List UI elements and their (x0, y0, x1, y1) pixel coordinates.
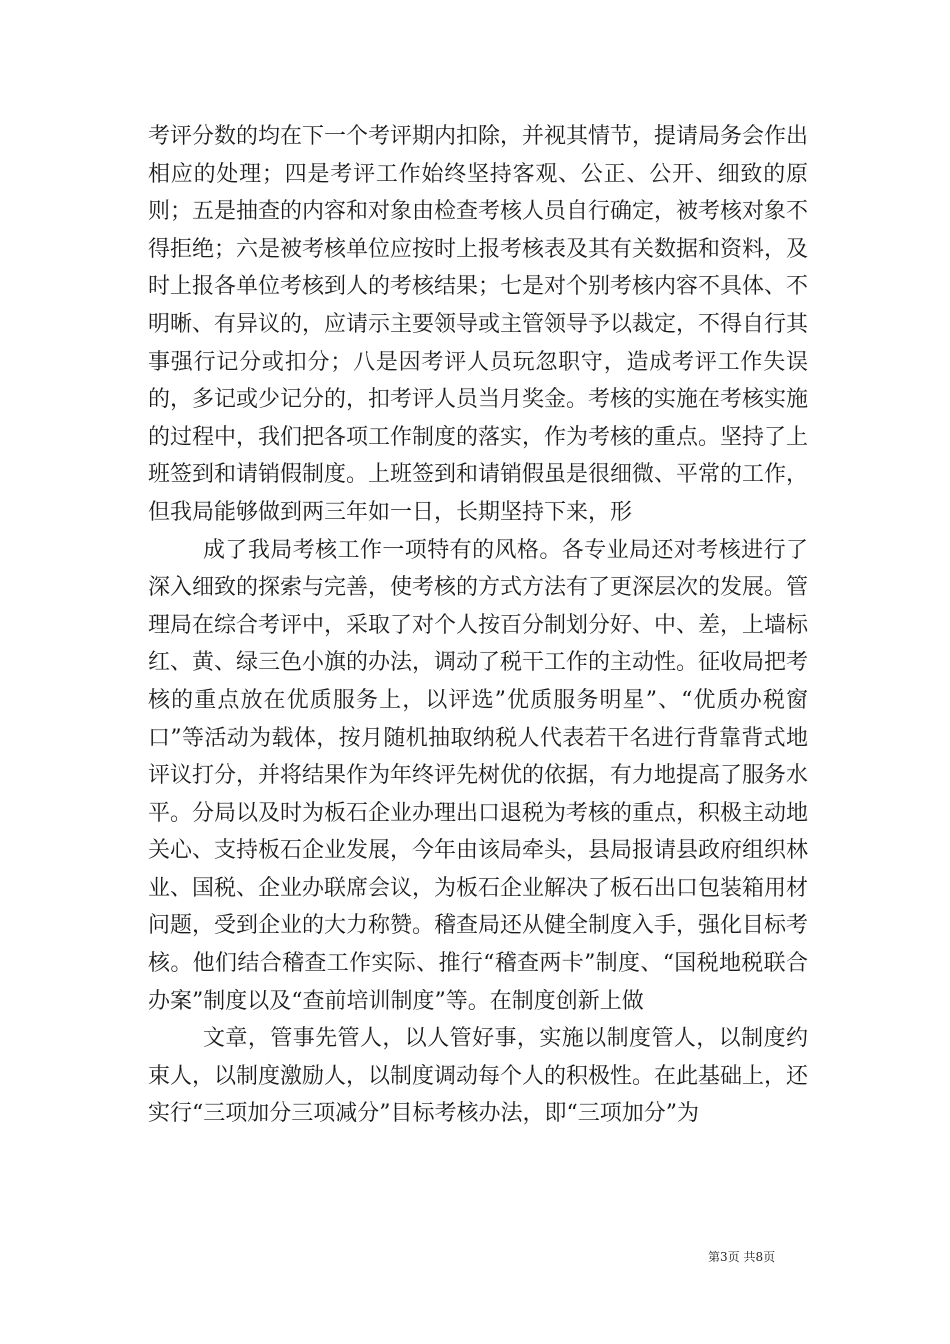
paragraph-2: 成了我局考核工作一项特有的风格。各专业局还对考核进行了深入细致的探索与完善，使考核的方式方法有了更深层次的发展。管理局在综合考评中，采取了对个人按百分制划分好、中、差，上墙标红、黄、绿三色小旗的办法，调动了税干工作的主动性。征收局把考核的重点放在优质服务上，以评选”优质服务明星”、“优质办税窗口”等活动为载体，按月随机抽取纳税人代表若干名进行背靠背式地评议打分，并将结果作为年终评先树优的依据，有力地提高了服务水平。分局以及时为板石企业办理出口退税为考核的重点，积极主动地关心、支持板石企业发展，今年由该局牵头，县局报请县政府组织林业、国税、企业办联席会议，为板石企业解决了板石出口包装箱用材问题，受到企业的大力称赞。稽查局还从健全制度入手，强化目标考核。他们结合稽查工作实际、推行“稽查两卡”制度、“国税地税联合办案”制度以及“查前培训制度”等。在制度创新上做 (148, 537, 809, 1014)
paragraph-3: 文章，管事先管人，以人管好事，实施以制度管人，以制度约束人，以制度激励人，以制度调动每个人的积极性。在此基础上，还实行“三项加分三项减分”目标考核办法，即“三项加分”为 (148, 1026, 809, 1127)
paragraph-1: 考评分数的均在下一个考评期内扣除，并视其情节，提请局务会作出相应的处理；四是考评工作始终坚持客观、公正、公开、细致的原则；五是抽查的内容和对象由检查考核人员自行确定，被考核对象不得拒绝；六是被考核单位应按时上报考核表及其有关数据和资料，及时上报各单位考核到人的考核结果；七是对个别考核内容不具体、不明晰、有异议的，应请示主要领导或主管领导予以裁定，不得自行其事强行记分或扣分；八是因考评人员玩忽职守，造成考评工作失误的，多记或少记分的，扣考评人员当月奖金。考核的实施在考核实施的过程中，我们把各项工作制度的落实，作为考核的重点。坚持了上班签到和请销假制度。上班签到和请销假虽是很细微、平常的工作，但我局能够做到两三年如一日，长期坚持下来，形 (148, 124, 809, 525)
document-body (148, 118, 808, 1133)
page-number: 第3页 共8页 (708, 1250, 776, 1264)
